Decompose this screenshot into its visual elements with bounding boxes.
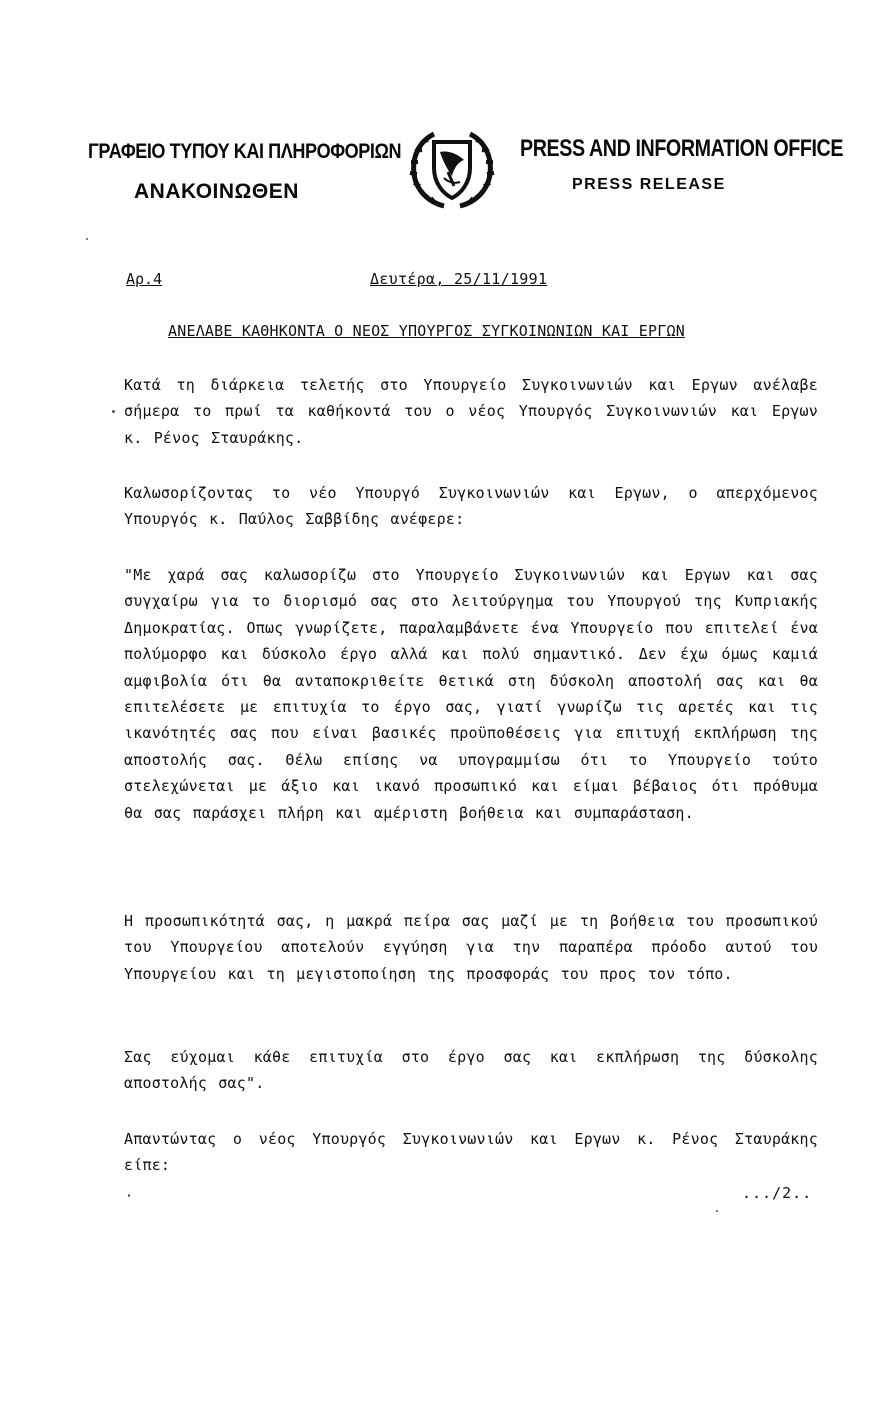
letterhead-greek-release: ΑΝΑΚΟΙΝΩΘΕΝ	[134, 180, 299, 203]
letterhead-english-release: PRESS RELEASE	[572, 176, 726, 193]
letterhead-greek-office: ΓΡΑΦΕΙΟ ΤΥΠΟΥ ΚΑΙ ΠΛΗΡΟΦΟΡΙΩΝ	[88, 140, 402, 163]
scan-speck	[112, 410, 115, 413]
paragraph-1: Κατά τη διάρκεια τελετής στο Υπουργείο Συγκοινωνιών και Εργων ανέλαβε σήμερα το πρωί τα καθήκοντά του ο νέος Υπουργός Συγκοινωνιών και Εργων κ. Ρένος Σταυράκης.	[124, 376, 818, 447]
reference-number: Αρ.4	[126, 270, 163, 288]
headline: ΑΝΕΛΑΒΕ ΚΑΘΗΚΟΝΤΑ Ο ΝΕΟΣ ΥΠΟΥΡΓΟΣ ΣΥΓΚΟΙΝΩΝΙΩΝ ΚΑΙ ΕΡΓΩΝ	[168, 322, 685, 340]
scan-speck	[716, 1210, 718, 1212]
continuation-marker: .../2..	[742, 1184, 813, 1202]
scan-speck	[86, 238, 88, 240]
scan-speck	[128, 1194, 130, 1197]
paragraph-4: Η προσωπικότητά σας, η μακρά πείρα σας μαζί με τη βοήθεια του προσωπικού του Υπουργείου αποτελούν εγγύηση για την παραπέρα πρόοδο αυτού του Υπουργείου και τη μεγιστοποίηση της προσφοράς του προς τον τόπο.	[124, 912, 818, 983]
paragraph-5: Σας εύχομαι κάθε επιτυχία στο έργο σας και εκπλήρωση της δύσκολης αποστολής σας".	[124, 1048, 818, 1093]
paragraph-3: "Με χαρά σας καλωσορίζω στο Υπουργείο Συγκοινωνιών και Εργων και σας συγχαίρω για το διορισμό σας στο λειτούργημα του Υπουργού της Κυπριακής Δημοκρατίας. Οπως γνωρίζετε, παραλαμβάνετε ένα Υπουργείο που επιτελεί ένα πολύμορφο και δύσκολο έργο αλλά και πολύ σημαντικό. Δεν έχω όμως καμιά αμφιβολία ότι θα ανταποκριθείτε θετικά στη δύσκολη αποστολή σας και θα επιτελέσετε με επιτυχία το έργο σας, γιατί γνωρίζω τις αρετές και τις ικανότητές σας που είναι βασικές προϋποθέσεις για επιτυχή εκπλήρωση της αποστολής σας. Θέλω επίσης να υπογραμμίσω ότι το Υπουργείο τούτο στελεχώνεται με άξιο και ικανό προσωπικό και είμαι βέβαιος ότι πρόθυμα θα σας παράσχει πλήρη και αμέριστη βοήθεια και συμπαράσταση.	[124, 566, 818, 822]
letterhead-english-office: PRESS AND INFORMATION OFFICE	[520, 135, 844, 162]
cyprus-coat-of-arms-icon	[404, 128, 500, 212]
paragraph-2: Καλωσορίζοντας το νέο Υπουργό Συγκοινωνιών και Εργων, ο απερχόμενος Υπουργός κ. Παύλος Σαββίδης ανέφερε:	[124, 484, 818, 529]
release-date: Δευτέρα, 25/11/1991	[370, 270, 548, 288]
paragraph-6: Απαντώντας ο νέος Υπουργός Συγκοινωνιών και Εργων κ. Ρένος Σταυράκης είπε:	[124, 1130, 818, 1175]
